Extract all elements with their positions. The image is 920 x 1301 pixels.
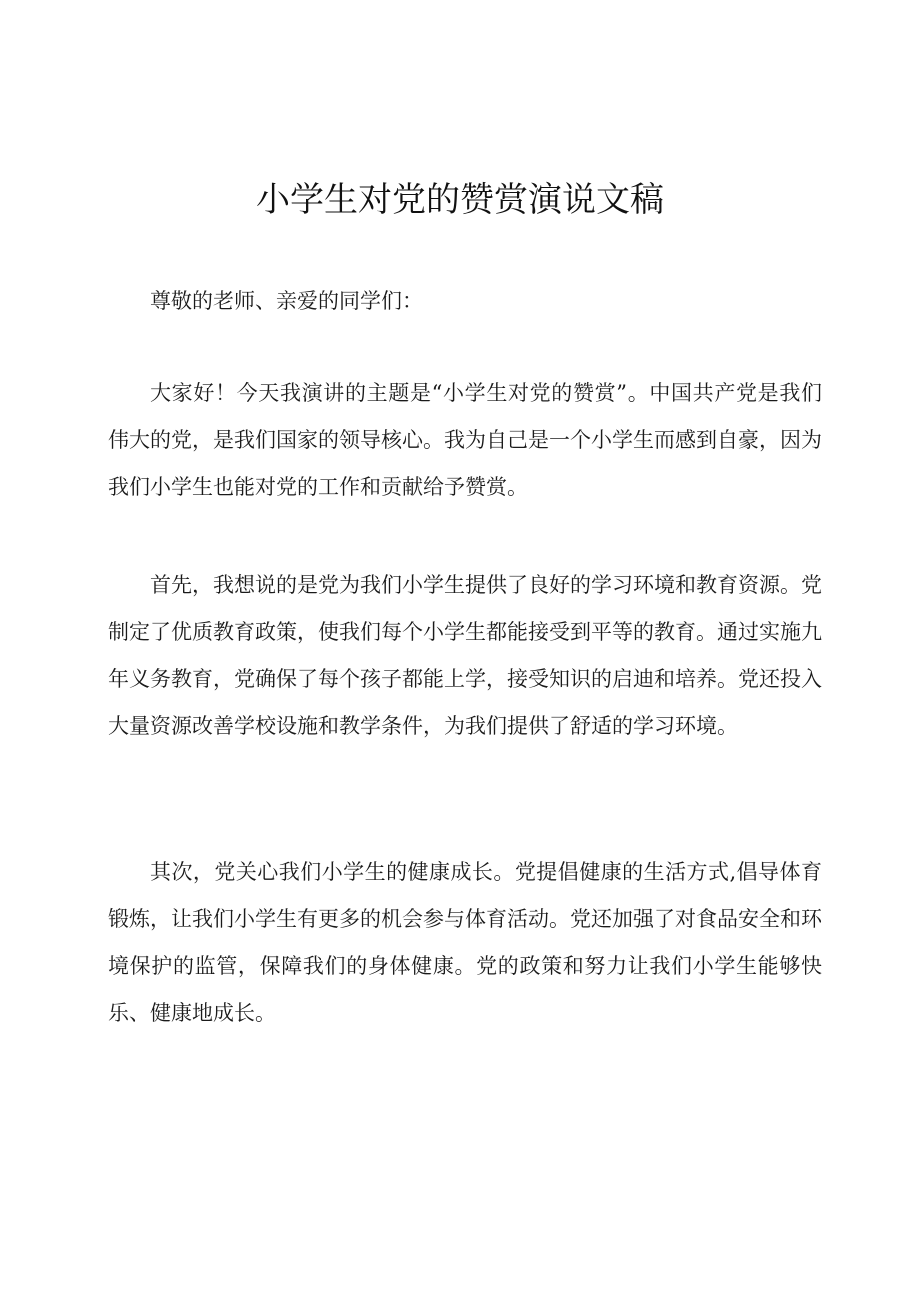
salutation: 尊敬的老师、亲爱的同学们：	[150, 289, 423, 313]
paragraph-education: 首先，我想说的是党为我们小学生提供了良好的学习环境和教育资源。党制定了优质教育政策，使我们每个小学生都能接受到平等的教育。通过实施九年义务教育，党确保了每个孩子都能上学，接受知识的启迪和培养。党还投入大量资源改善学校设施和教学条件，为我们提供了舒适的学习环境。	[108, 573, 822, 738]
paragraph-intro: 大家好！今天我演讲的主题是“小学生对党的赞赏”。中国共产党是我们伟大的党，是我们国家的领导核心。我为自己是一个小学生而感到自豪，因为我们小学生也能对党的工作和贡献给予赞赏。	[108, 381, 822, 499]
paragraph-health: 其次，党关心我们小学生的健康成长。党提倡健康的生活方式,倡导体育锻炼，让我们小学生有更多的机会参与体育活动。党还加强了对食品安全和环境保护的监管，保障我们的身体健康。党的政策和努力让我们小学生能够快乐、健康地成长。	[108, 860, 822, 1025]
document-title: 小学生对党的赞赏演说文稿	[256, 180, 664, 220]
